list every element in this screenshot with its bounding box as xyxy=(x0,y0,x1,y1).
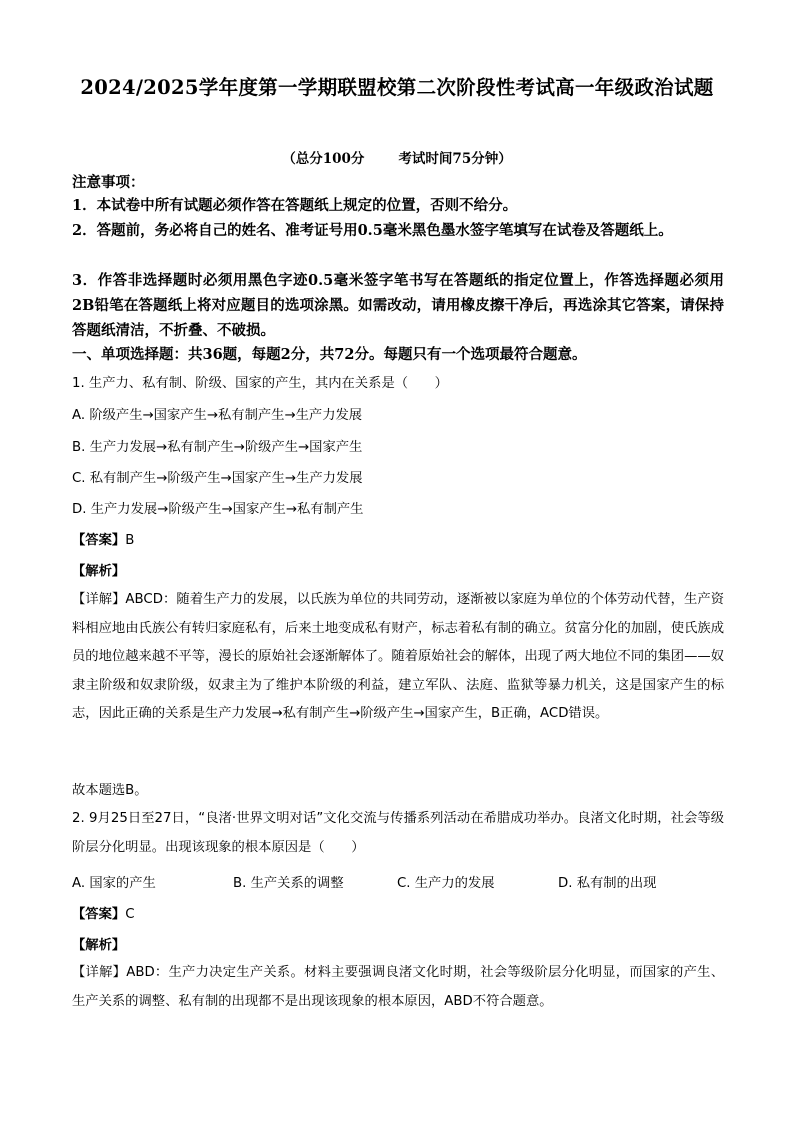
question-2-option-c: C. 生产力的发展 xyxy=(397,876,495,891)
question-2-analysis-label: 【解析】 xyxy=(72,938,126,953)
question-2-option-a: A. 国家的产生 xyxy=(72,876,156,891)
question-1-answer xyxy=(72,529,134,548)
section-heading: 一、单项选择题：共36题，每题2分，共72分。每题只有一个选项最符合题意。 xyxy=(72,346,587,363)
question-2-answer xyxy=(72,903,134,922)
total-score-text: （总分100分 xyxy=(282,151,365,167)
answer-label: 【答案】 xyxy=(72,907,126,922)
question-2-stem: 2. 9月25日至27日，“良渚·世界文明对话”文化交流与传播系列活动在希腊成功举办。良渚文化时期，社会等级阶层分化明显。出现该现象的根本原因是（ ） xyxy=(72,811,724,855)
question-1-option-c: C. 私有制产生→阶级产生→国家产生→生产力发展 xyxy=(72,471,363,486)
question-1-conclusion: 故本题选B。 xyxy=(72,783,148,798)
question-1-stem: 1. 生产力、私有制、阶级、国家的产生，其内在关系是（ ） xyxy=(72,376,448,391)
question-1-detail: 【详解】ABCD：随着生产力的发展，以氏族为单位的共同劳动，逐渐被以家庭为单位的个体劳动代替，生产资料相应地由氏族公有转归家庭私有，后来土地变成私有财产，标志着私有制的确立。贫富分化的加剧，使氏族成员的地位越来越不平等，漫长的原始社会逐渐解体了。随着原始社会的解体，出现了两大地位不同的集团——奴隶主阶级和奴隶阶级，奴隶主为了维护本阶级的利益，建立军队、法庭、监狱等暴力机关，这是国家产生的标志，因此正确的关系是生产力发展→私有制产生→阶级产生→国家产生，B正确，ACD错误。 xyxy=(72,592,724,721)
question-1-option-a: A. 阶级产生→国家产生→私有制产生→生产力发展 xyxy=(72,408,363,423)
question-1-option-d: D. 生产力发展→阶级产生→国家产生→私有制产生 xyxy=(72,502,364,517)
notes-heading: 注意事项： xyxy=(72,174,145,191)
page-title: 2024/2025学年度第一学期联盟校第二次阶段性考试高一年级政治试题 xyxy=(80,76,714,99)
question-1-option-b: B. 生产力发展→私有制产生→阶级产生→国家产生 xyxy=(72,440,363,455)
question-2-option-b: B. 生产关系的调整 xyxy=(233,876,344,891)
notes-item-1: 1．本试卷中所有试题必须作答在答题纸上规定的位置，否则不给分。 xyxy=(72,197,518,214)
notes-item-3: 3．作答非选择题时必须用黑色字迹0.5毫米签字笔书写在答题纸的指定位置上，作答选择题必须用2B铅笔在答题纸上将对应题目的选项涂黑。如需改动，请用橡皮擦干净后，再选涂其它答案，请保持答题纸清洁，不折叠、不破损。 xyxy=(72,272,724,339)
page-subtitle xyxy=(72,147,722,167)
answer-label: 【答案】 xyxy=(72,533,126,548)
question-2-option-d: D. 私有制的出现 xyxy=(558,876,657,891)
answer-value: C xyxy=(125,907,135,922)
notes-item-2: 2．答题前，务必将自己的姓名、准考证号用0.5毫米黑色墨水签字笔填写在试卷及答题纸上。 xyxy=(72,222,673,239)
question-2-detail: 【详解】ABD：生产力决定生产关系。材料主要强调良渚文化时期，社会等级阶层分化明显，而国家的产生、生产关系的调整、私有制的出现都不是出现该现象的根本原因，ABD不符合题意。 xyxy=(72,965,724,1009)
exam-time-text: 考试时间75分钟） xyxy=(398,151,512,167)
answer-value: B xyxy=(125,533,135,548)
question-1-analysis-label: 【解析】 xyxy=(72,564,126,579)
